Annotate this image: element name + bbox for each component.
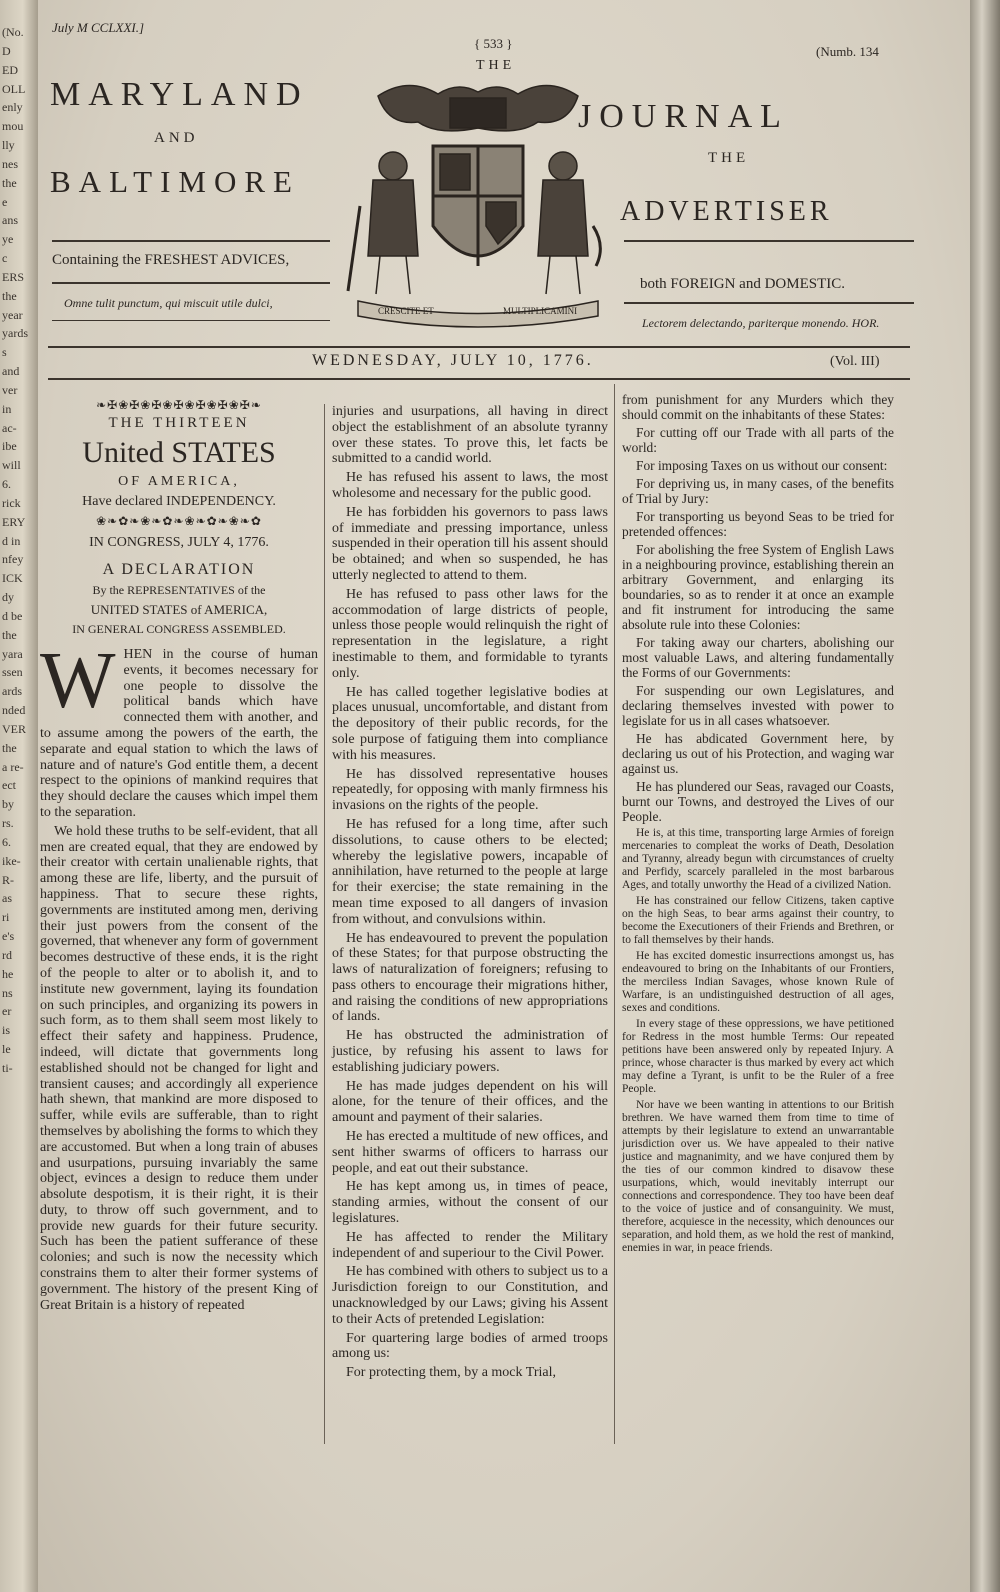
paragraph: He has erected a multitude of new offices, and sent hither swarms of officers to harrass our people, and eat out their substance.: [332, 1129, 608, 1176]
paragraph: For suspending our own Legislatures, and declaring themselves invested with power to legislate for us in all cases whatsoever.: [622, 683, 894, 728]
margin-fragment: rs.: [2, 816, 14, 830]
margin-fragment: d in: [2, 534, 21, 548]
paragraph: He has endeavoured to prevent the population of these States; for that purpose obstructing the laws of naturalization of foreigners; refusing to pass others to encourage their migrations hither, and raising the conditions of new appropriations of lands.: [332, 930, 608, 1025]
paragraph: He has made judges dependent on his will alone, for the tenure of their offices, and the amount and payment of their salaries.: [332, 1078, 608, 1126]
header-rule-left-mid: [52, 282, 330, 284]
paragraph: He has refused his assent to laws, the most wholesome and necessary for the public good.: [332, 470, 608, 501]
margin-fragment: er: [2, 1004, 12, 1018]
paragraph: For transporting us beyond Seas to be tried for pretended offences:: [622, 509, 894, 539]
motto-right: Lectorem delectando, pariterque monendo. HOR.: [642, 316, 880, 330]
paragraph: He has plundered our Seas, ravaged our Coasts, burnt our Towns, and destroyed the Lives of our People.: [622, 779, 894, 824]
margin-fragment: c: [2, 251, 8, 265]
margin-fragment: a re-: [2, 760, 24, 774]
paragraph: For cutting off our Trade with all parts of the world:: [622, 425, 894, 455]
margin-fragment: ns: [2, 986, 13, 1000]
dateline-rule-top: [48, 346, 910, 348]
crest-banner-left: CRESCITE ET: [378, 306, 434, 316]
paragraph: He has dissolved representative houses repeatedly, for opposing with manly firmness his invasions on the rights of the people.: [332, 766, 608, 814]
previous-page-margin: [0, 0, 36, 1592]
paragraph: In every stage of these oppressions, we have petitioned for Redress in the most humble Terms: Our repeated petitions have been answered only by repeated Injury. A prince, whose character is thus marked by every act which may define a Tyrant, is unfit to be the Ruler of a free People.: [622, 1018, 894, 1095]
issue-number: (Numb. 134: [816, 44, 879, 59]
margin-fragment: 6.: [2, 835, 11, 849]
margin-fragment: mou: [2, 119, 24, 133]
paragraph: HEN in the course of human events, it becomes necessary for one people to dissolve the political bands which have connected them with another, and to assume among the powers of the earth, the separate and equal station to which the laws of nature and of nature's God entitle them, a decent respect to the opinions of mankind requires that they should declare the causes which impel them to the separation.: [40, 647, 318, 820]
column-2: [332, 404, 608, 1384]
column-3: [622, 392, 894, 1258]
paragraph: He has refused for a long time, after such dissolutions, to cause others to be elected; whereby the legislative powers, incapable of annihilation, have returned to the people at large for their exercise; the state remaining in the mean time exposed to all dangers of invasion from without, and convulsions within.: [332, 816, 608, 927]
ornament-row-top: ❧✠❀✠❀✠❀✠❀✠❀✠❀✠❧: [96, 398, 262, 412]
paragraph: He has obstructed the administration of justice, by refusing his assent to laws for establishing judiciary powers.: [332, 1028, 608, 1075]
margin-fragment: lly: [2, 138, 15, 152]
header-rule-left-top: [52, 240, 330, 242]
column-1: [40, 398, 318, 1316]
margin-fragment: the: [2, 628, 17, 642]
margin-fragment: the: [2, 176, 17, 190]
paragraph: He is, at this time, transporting large Armies of foreign mercenaries to compleat the works of Death, Desolation and Tyranny, already begun with circumstances of cruelty and Perfidy, scarcely paralleled in the most barbarous Ages, and totally unworthy the Head of a civilized Nation.: [622, 827, 894, 891]
masthead-and: AND: [154, 130, 199, 146]
margin-fragment: 6.: [2, 477, 11, 491]
margin-fragment: nfey: [2, 552, 24, 566]
paragraph: We hold these truths to be self-evident, that all men are created equal, that they are endowed by their creator with certain unalienable rights, that among these are life, liberty, and the pursuit of happiness. That to secure these rights, governments are instituted among men, deriving their just powers from the consent of the governed, that whenever any form of government becomes destructive of these ends, it is the right of the people to alter or to abolish it, and to institute new government, laying its foundation on such principles, and organizing its powers in such form, as to them shall seem most likely to effect their safety and happiness. Prudence, indeed, will dictate that governments long established should not be changed for light and transient causes; and accordingly all experience hath shewn, that mankind are more disposed to suffer, while evils are sufferable, than to right themselves by abolishing the forms to which they are accustomed. But when a long train of abuses and usurpations, pursuing invariably the same object, evinces a design to reduce them under absolute despotism, it is their right, it is their duty, to throw off such government, and to provide new guards for their future security. Such has been the patient sufferance of these colonies; and such is now the necessity which constrains them to alter their former systems of government. The history of the present King of Great Britain is a history of repeated: [40, 823, 319, 1313]
heading-united-states: United STATES: [82, 436, 276, 469]
masthead-the: THE: [476, 58, 516, 73]
paragraph: He has forbidden his governors to pass laws of immediate and pressing importance, unless suspended in their operation till his assent should be obtained; and when so suspended, he has utterly neglected to attend to them.: [332, 504, 608, 583]
paragraph: He has abdicated Government here, by declaring us out of his Protection, and waging war against us.: [622, 731, 894, 776]
newspaper-page: [38, 0, 970, 1592]
margin-fragment: is: [2, 1023, 11, 1037]
heading-in-general: IN GENERAL CONGRESS ASSEMBLED.: [72, 622, 286, 636]
heading-of-america: OF AMERICA,: [118, 474, 240, 489]
margin-fragment: ri: [2, 910, 10, 924]
header-rule-left-bottom: [52, 320, 330, 321]
margin-fragment: ICK: [2, 571, 23, 585]
margin-fragment: nes: [2, 157, 18, 171]
dateline-rule-bottom: [48, 378, 910, 380]
margin-fragment: will: [2, 458, 21, 472]
margin-fragment: ssen: [2, 665, 23, 679]
paragraph: For abolishing the free System of English Laws in a neighbouring province, establishing therein an arbitrary Government, and enlarging its boundaries, so as to render it at once an example and fit instrument for introducing the same absolute rule into these Colonies:: [622, 542, 894, 632]
paragraph: He has combined with others to subject us to a Jurisdiction foreign to our Constitution, and unacknowledged by our Laws; giving his Assent to their Acts of pretended Legislation:: [332, 1264, 608, 1327]
margin-fragment: d be: [2, 609, 23, 623]
margin-fragment: as: [2, 891, 12, 905]
top-left-date: July M CCLXXI.]: [52, 20, 145, 35]
heading-have-declared: Have declared INDEPENDENCY.: [82, 494, 276, 509]
margin-fragment: (No.: [2, 25, 24, 39]
margin-fragment: ike-: [2, 854, 21, 868]
heading-united-states-of: UNITED STATES of AMERICA,: [90, 602, 268, 617]
masthead-the-2: THE: [708, 150, 750, 166]
margin-fragment: yara: [2, 647, 23, 661]
paragraph: He has called together legislative bodies at places unusual, uncomfortable, and distant from the depository of their public records, for the sole purpose of fatiguing them into compliance with his measures.: [332, 684, 608, 763]
column-divider-2: [614, 384, 615, 1444]
dateline-date: WEDNESDAY, JULY 10, 1776.: [312, 352, 594, 369]
coat-of-arms-emblem: [338, 76, 618, 338]
margin-fragment: s: [2, 345, 7, 359]
masthead-baltimore: BALTIMORE: [50, 164, 300, 199]
paragraph: He has constrained our fellow Citizens, taken captive on the high Seas, to bear arms against their country, to become the Executioners of their Friends and Brethren, or to fall themselves by their hands.: [622, 895, 894, 946]
margin-fragment: rd: [2, 948, 12, 962]
paragraph: For quartering large bodies of armed troops among us:: [332, 1330, 608, 1362]
paragraph: For depriving us, in many cases, of the benefits of Trial by Jury:: [622, 476, 894, 506]
drop-cap-w: W: [40, 637, 116, 725]
declaration-body-col1: [40, 637, 319, 1313]
margin-fragment: the: [2, 741, 17, 755]
paragraph: Nor have we been wanting in attentions to our British brethren. We have warned them from time to time of attempts by their legislature to extend an unwarrantable jurisdiction over us. We have appealed to their native justice and magnanimity, and we have conjured them by the ties of our common kindred to disavow these usurpations, which, would inevitably interrupt our connections and correspondence. They too have been deaf to the voice of justice and of consanguinity. We must, therefore, acquiesce in the necessity, which denounces our separation, and hold them, as we hold the rest of mankind, enemies in war, in peace friends.: [622, 1099, 894, 1254]
heading-the-thirteen: THE THIRTEEN: [108, 415, 250, 431]
margin-fragment: e's: [2, 929, 15, 943]
margin-fragment: by: [2, 797, 14, 811]
page-number: { 533 }: [474, 36, 513, 51]
masthead-maryland: MARYLAND: [50, 76, 309, 113]
margin-fragment: R-: [2, 873, 14, 887]
margin-fragment: ver: [2, 383, 18, 397]
margin-fragment: ect: [2, 778, 16, 792]
paragraph: For taking away our charters, abolishing our most valuable Laws, and altering fundamentally the Forms of our Governments:: [622, 635, 894, 680]
paragraph: For protecting them, by a mock Trial,: [346, 1365, 556, 1381]
margin-fragment: ERS: [2, 270, 25, 284]
margin-fragment: ibe: [2, 439, 17, 453]
paragraph: from punishment for any Murders which they should commit on the inhabitants of these States:: [622, 392, 894, 422]
heading-a-declaration: A DECLARATION: [102, 561, 256, 578]
margin-fragment: ERY: [2, 515, 26, 529]
column-divider-1: [324, 404, 325, 1444]
margin-fragment: yards: [2, 326, 28, 340]
margin-fragment: e: [2, 195, 8, 209]
paragraph: He has affected to render the Military independent of and superiour to the Civil Power.: [332, 1229, 608, 1261]
margin-fragment: nded: [2, 703, 26, 717]
paragraph: For imposing Taxes on us without our consent:: [636, 458, 888, 473]
ornament-row-mid: ❀❧✿❧❀❧✿❧❀❧✿❧❀❧✿: [96, 514, 262, 528]
margin-fragment: ans: [2, 213, 18, 227]
margin-fragment: VER: [2, 722, 26, 736]
paragraph: He has excited domestic insurrections amongst us, has endeavoured to bring on the Inhabitants of our Frontiers, the merciless Indian Savages, whose known Rule of Warfare, is an undistinguished destruction of all ages, sexes and conditions.: [622, 950, 894, 1014]
tagline-both: both FOREIGN and DOMESTIC.: [640, 276, 845, 292]
paragraph: He has refused to pass other laws for the accommodation of large districts of people, unless those people would relinquish the right of representation in the legislature, a right inestimable to them, and formidable to tyrants only.: [332, 586, 608, 681]
margin-fragment: enly: [2, 100, 23, 114]
crest-banner-right: MULTIPLICAMINI: [503, 306, 578, 316]
margin-fragment: ti-: [2, 1061, 13, 1075]
margin-fragment: ards: [2, 684, 22, 698]
masthead-advertiser: ADVERTISER: [620, 196, 833, 227]
margin-fragment: ED: [2, 63, 18, 77]
margin-fragment: the: [2, 289, 17, 303]
margin-fragment: year: [2, 308, 23, 322]
paragraph: injuries and usurpations, all having in direct object the establishment of an absolute tyranny over these states. To prove this, let facts be submitted to a candid world.: [332, 404, 608, 467]
margin-fragment: in: [2, 402, 12, 416]
margin-fragment: he: [2, 967, 14, 981]
margin-fragment: ye: [2, 232, 14, 246]
volume-number: (Vol. III): [830, 354, 880, 369]
margin-fragment: OLL: [2, 82, 26, 96]
motto-left: Omne tulit punctum, qui miscuit utile dulci,: [64, 296, 273, 310]
margin-fragment: D: [2, 44, 11, 58]
margin-fragment: le: [2, 1042, 11, 1056]
margin-fragment: rick: [2, 496, 21, 510]
paragraph: He has kept among us, in times of peace, standing armies, without the consent of our legislatures.: [332, 1179, 608, 1227]
tagline-containing: Containing the FRESHEST ADVICES,: [52, 252, 290, 268]
header-rule-right-top: [624, 240, 914, 242]
margin-fragment: ac-: [2, 421, 17, 435]
masthead-journal: JOURNAL: [578, 98, 789, 135]
margin-fragment: dy: [2, 590, 14, 604]
header-rule-right-mid: [624, 302, 914, 304]
margin-fragment: and: [2, 364, 20, 378]
heading-in-congress: IN CONGRESS, JULY 4, 1776.: [89, 535, 269, 550]
heading-by-the: By the REPRESENTATIVES of the: [92, 583, 266, 597]
page-stack-edge: [970, 0, 1000, 1592]
